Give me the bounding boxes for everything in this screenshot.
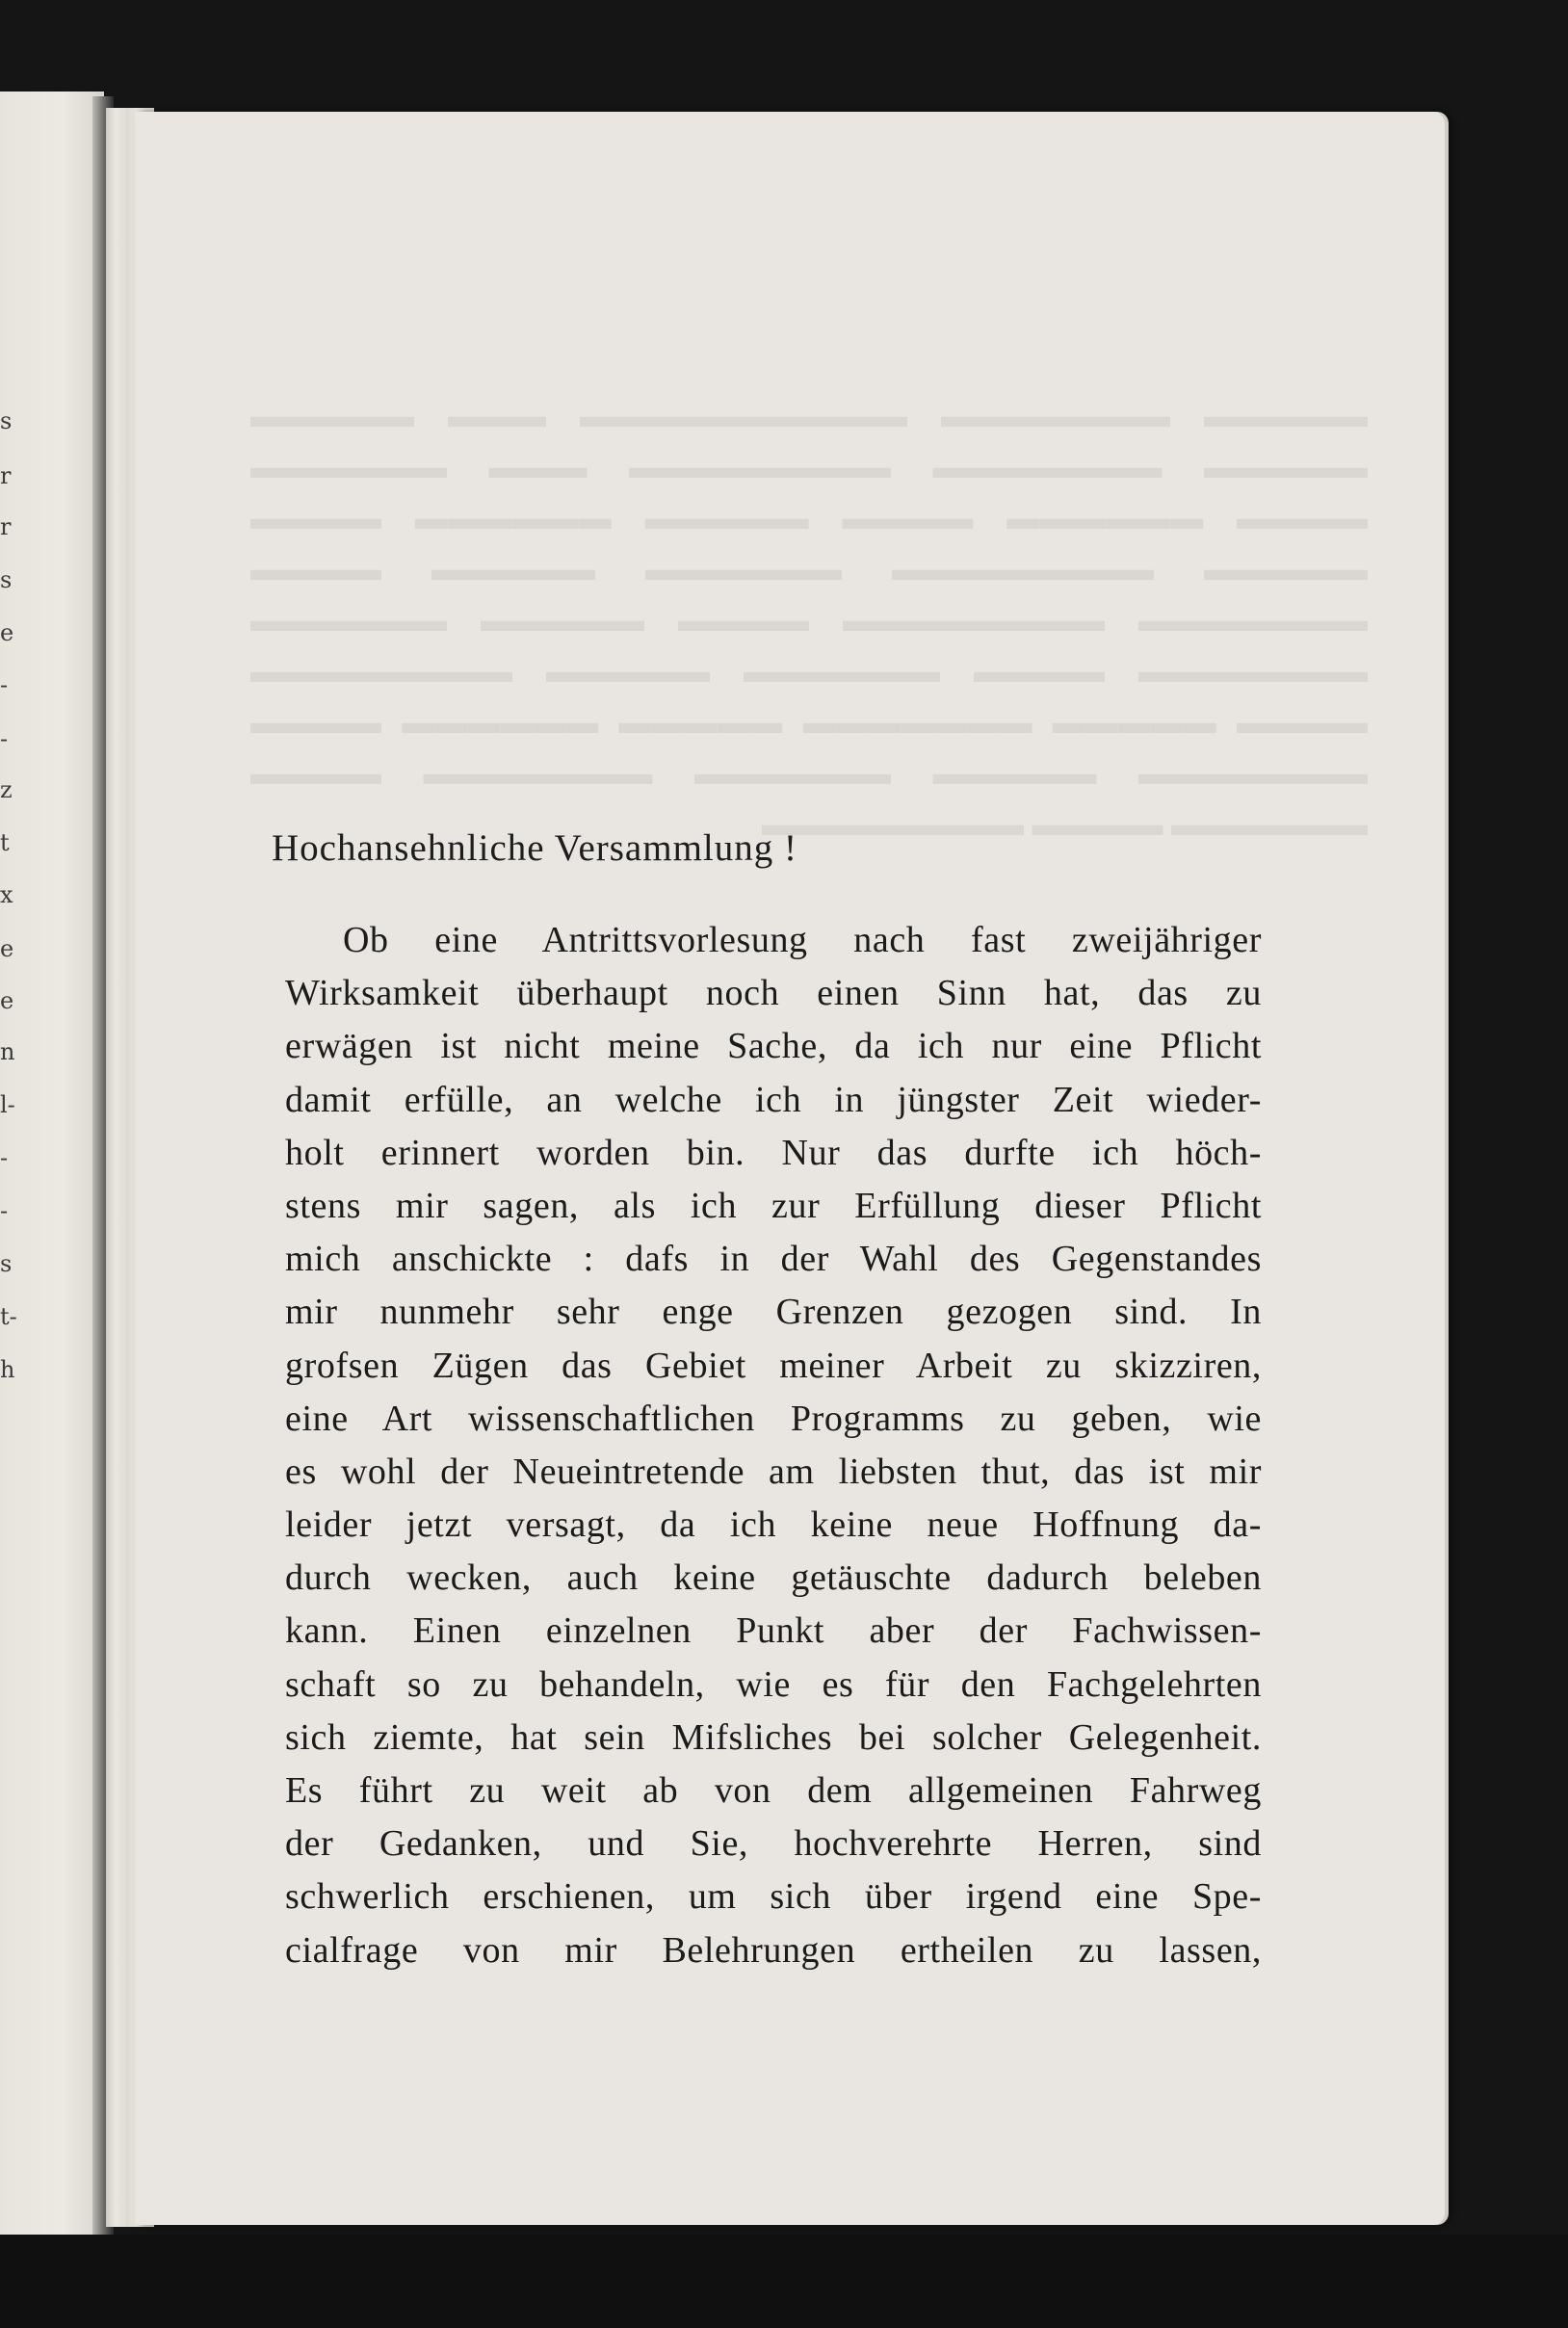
text-line: durch wecken, auch keine getäuschte dadurch beleben	[285, 1557, 1262, 1599]
edge-letter: r	[0, 513, 12, 540]
text-line: der Gedanken, und Sie, hochverehrte Herren, sind	[285, 1823, 1262, 1865]
text-line: sich ziemte, hat sein Mifsliches bei solcher Gelegenheit.	[285, 1716, 1262, 1758]
edge-letter: -	[0, 1144, 9, 1171]
text-line: Wirksamkeit überhaupt noch einen Sinn hat, das zu	[285, 973, 1262, 1014]
edge-letter: l-	[0, 1091, 15, 1118]
edge-letter: e	[0, 619, 14, 646]
text-line: schaft so zu behandeln, wie es für den Fachgelehrten	[285, 1663, 1262, 1705]
text-line: stens mir sagen, als ich zur Erfüllung dieser Pflicht	[285, 1185, 1262, 1226]
edge-letter: -	[0, 671, 9, 698]
edge-letter: s	[0, 1250, 13, 1277]
text-line: Ob eine Antrittsvorlesung nach fast zweijähriger	[343, 920, 1262, 960]
text-line: erwägen ist nicht meine Sache, da ich nur eine Pflicht	[285, 1026, 1262, 1067]
page-heading: Hochansehnliche Versammlung !	[272, 827, 797, 869]
edge-letter: n	[0, 1038, 15, 1065]
text-line: cialfrage von mir Belehrungen ertheilen zu lassen,	[285, 1929, 1262, 1971]
edge-letter: x	[0, 881, 13, 908]
scan-background	[0, 2235, 1568, 2328]
edge-letter: t-	[0, 1303, 17, 1330]
text-line: damit erfülle, an welche ich in jüngster Zeit wieder-	[285, 1079, 1262, 1120]
edge-letter: r	[0, 462, 12, 489]
edge-letter: z	[0, 776, 13, 803]
text-line: eine Art wissenschaftlichen Programms zu geben, wie	[285, 1398, 1262, 1439]
edge-letter: t	[0, 829, 10, 856]
text-line: mich anschickte : dafs in der Wahl des Gegenstandes	[285, 1239, 1262, 1280]
left-facing-page-edge	[0, 92, 104, 2249]
text-line: grofsen Zügen das Gebiet meiner Arbeit zu skizziren,	[285, 1345, 1262, 1386]
text-line: mir nunmehr sehr enge Grenzen gezogen sind. In	[285, 1292, 1262, 1333]
edge-letter: s	[0, 407, 13, 434]
edge-letter: e	[0, 935, 14, 962]
show-through-texture: ▬▬▬▬▬ ▬▬▬▬▬▬▬ ▬▬▬▬▬▬▬▬▬▬ ▬▬▬ ▬▬▬▬▬ ▬▬▬▬▬ ▬▬▬▬▬▬▬ ▬▬▬▬▬▬▬▬ ▬▬▬ ▬▬▬▬▬▬ ▬▬▬▬ ▬▬▬▬▬▬ ▬▬▬▬ ▬▬▬▬▬ ▬▬▬▬▬▬ ▬▬▬▬ ▬▬▬▬▬ ▬▬▬▬▬▬▬▬ ▬▬▬▬▬▬ ▬▬▬▬▬ ▬▬▬▬ ▬▬▬▬▬▬▬ ▬▬▬▬▬▬▬▬ ▬▬▬▬ ▬▬▬▬▬ ▬▬▬▬▬▬ ▬▬▬▬▬▬▬ ▬▬▬▬ ▬▬▬▬▬▬ ▬▬▬▬▬ ▬▬▬▬▬▬▬▬ ▬▬▬▬ ▬▬▬▬▬ ▬▬▬▬▬▬▬ ▬▬▬▬▬ ▬▬▬▬▬▬ ▬▬▬▬ ▬▬▬▬▬▬▬ ▬▬▬▬▬ ▬▬▬▬▬▬ ▬▬▬▬▬▬▬ ▬▬▬▬ ▬▬▬▬▬▬ ▬▬▬▬ ▬▬▬▬▬▬▬▬	[250, 399, 1368, 843]
text-line: es wohl der Neueintretende am liebsten thut, das ist mir	[285, 1451, 1262, 1492]
text-line: Es führt zu weit ab von dem allgemeinen Fahrweg	[285, 1770, 1262, 1811]
text-line: leider jetzt versagt, da ich keine neue Hoffnung da-	[285, 1504, 1262, 1546]
text-line: kann. Einen einzelnen Punkt aber der Fachwissen-	[285, 1610, 1262, 1652]
edge-letter: s	[0, 566, 13, 593]
body-paragraph	[285, 914, 1262, 1977]
edge-letter: e	[0, 987, 14, 1014]
text-line: schwerlich erschienen, um sich über irgend eine Spe-	[285, 1876, 1262, 1918]
edge-letter: -	[0, 1197, 9, 1224]
edge-letter: -	[0, 725, 9, 752]
edge-letter: h	[0, 1356, 15, 1383]
text-line: holt erinnert worden bin. Nur das durfte ich höch-	[285, 1132, 1262, 1173]
